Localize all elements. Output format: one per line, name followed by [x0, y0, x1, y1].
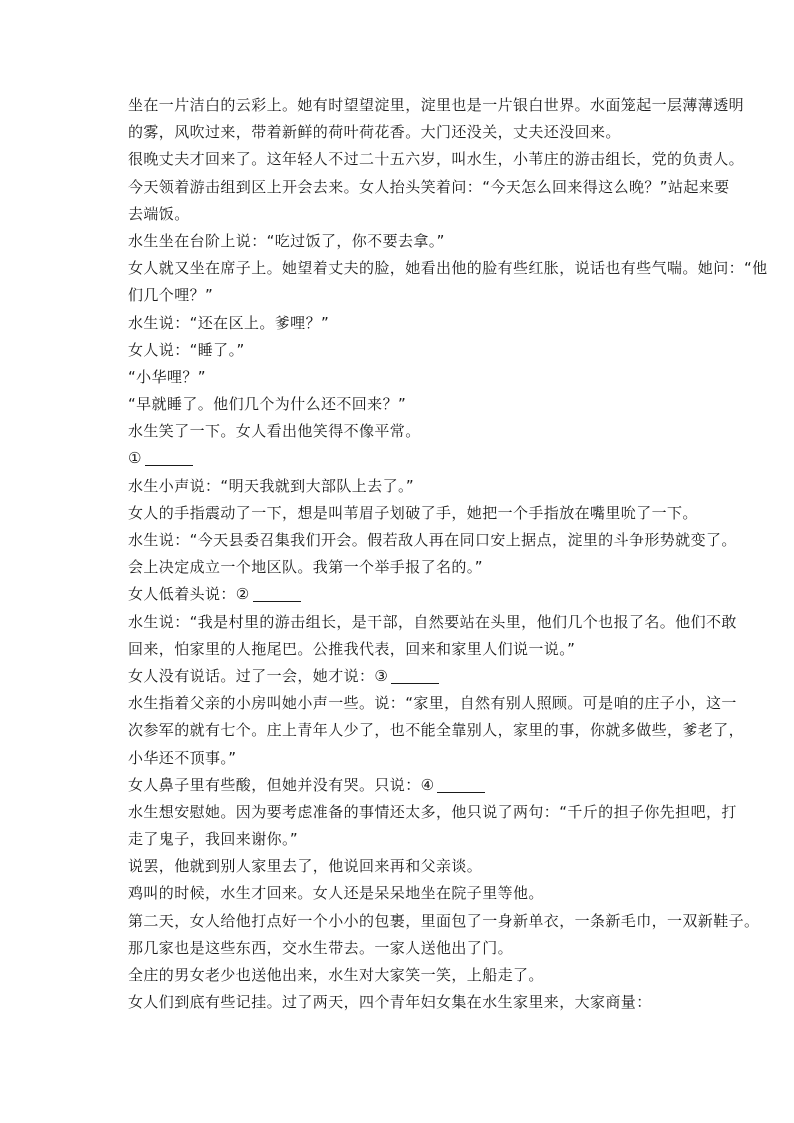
paragraph-line: 去端饭。: [128, 204, 190, 223]
answer-blank-4: [437, 777, 485, 793]
paragraph-line: 全庄的男女老少也送他出来，水生对大家笑一笑，上船走了。: [128, 966, 544, 984]
paragraph-line: 女人说：“睡了。”: [128, 340, 245, 359]
paragraph-line: 小华还不顶事。”: [128, 748, 237, 767]
paragraph-line: 会上决定成立一个地区队。我第一个举手报了名的。”: [128, 558, 483, 577]
paragraph-line: 们几个哩？”: [128, 286, 214, 305]
paragraph-line: 水生想安慰她。因为要考虑准备的事情还太多，他只说了两句：“千斤的担子你先担吧，打: [128, 802, 737, 821]
paragraph-line: 水生说：“还在区上。爹哩？”: [128, 313, 330, 332]
paragraph-line: 水生笑了一下。女人看出他笑得不像平常。: [128, 422, 421, 441]
paragraph-line: 水生指着父亲的小房叫她小声一些。说：“家里，自然有别人照顾。可是咱的庄子小，这一: [128, 694, 737, 713]
story-text: [128, 92, 768, 1016]
blank-marker-3: 女人没有说话。过了一会，她才说：③: [128, 666, 389, 685]
paragraph-line: 坐在一片洁白的云彩上。她有时望望淀里，淀里也是一片银白世界。水面笼起一层薄薄透明: [128, 96, 745, 114]
paragraph-line: 说罢，他就到别人家里去了，他说回来再和父亲谈。: [128, 857, 483, 876]
paragraph-line: 水生说：“今天县委召集我们开会。假若敌人再在同口安上据点，淀里的斗争形势就变了。: [128, 531, 737, 549]
blank-line-1: [128, 445, 708, 472]
paragraph-line: 水生说：“我是村里的游击组长，是干部，自然要站在头里，他们几个也报了名。他们不敢: [128, 612, 737, 631]
paragraph-line: 走了鬼子，我回来谢你。”: [128, 830, 299, 849]
blank-marker-2: 女人低着头说：②: [128, 585, 250, 604]
paragraph-line: 那几家也是这些东西，交水生带去。一家人送他出了门。: [128, 938, 514, 957]
paragraph-line: 水生小声说：“明天我就到大部队上去了。”: [128, 476, 415, 495]
paragraph-line: 回来，怕家里的人拖尾巴。公推我代表，回来和家里人们说一说。”: [128, 639, 576, 658]
paragraph-line: 次参军的就有七个。庄上青年人少了，也不能全靠别人，家里的事，你就多做些，爹老了，: [128, 721, 745, 740]
blank-marker-1: ①: [128, 449, 142, 468]
paragraph-line: 的雾，风吹过来，带着新鲜的荷叶荷花香。大门还没关，丈夫还没回来。: [128, 123, 621, 142]
answer-blank-3: [391, 668, 439, 684]
blank-line-2: [128, 581, 708, 608]
paragraph-line: 第二天，女人给他打点好一个小小的包裹，里面包了一身新单衣，一条新毛巾，一双新鞋子。: [128, 911, 760, 930]
blank-marker-4: 女人鼻子里有些酸，但她并没有哭。只说：④: [128, 775, 435, 794]
paragraph-line: 女人的手指震动了一下，想是叫苇眉子划破了手，她把一个手指放在嘴里吮了一下。: [128, 503, 698, 522]
blank-line-3: [128, 663, 708, 690]
paragraph-line: 很晚丈夫才回来了。这年轻人不过二十五六岁，叫水生，小苇庄的游击组长，党的负责人。: [128, 150, 745, 169]
paragraph-line: 今天领着游击组到区上开会去来。女人抬头笑着问：“今天怎么回来得这么晚？”站起来要: [128, 177, 730, 196]
answer-blank-1: [145, 450, 193, 466]
paragraph-line: 女人就又坐在席子上。她望着丈夫的脸，她看出他的脸有些红胀，说话也有些气喘。她问：“他: [128, 259, 768, 278]
paragraph-line: 女人们到底有些记挂。过了两天，四个青年妇女集在水生家里来，大家商量：: [128, 993, 652, 1012]
paragraph-line: 水生坐在台阶上说：“吃过饭了，你不要去拿。”: [128, 231, 445, 250]
blank-line-4: [128, 772, 708, 799]
paragraph-line: “早就睡了。他们几个为什么还不回来？”: [128, 395, 407, 414]
paragraph-line: 鸡叫的时候，水生才回来。女人还是呆呆地坐在院子里等他。: [128, 884, 544, 903]
answer-blank-2: [253, 586, 301, 602]
paragraph-line: “小华哩？”: [128, 367, 206, 386]
